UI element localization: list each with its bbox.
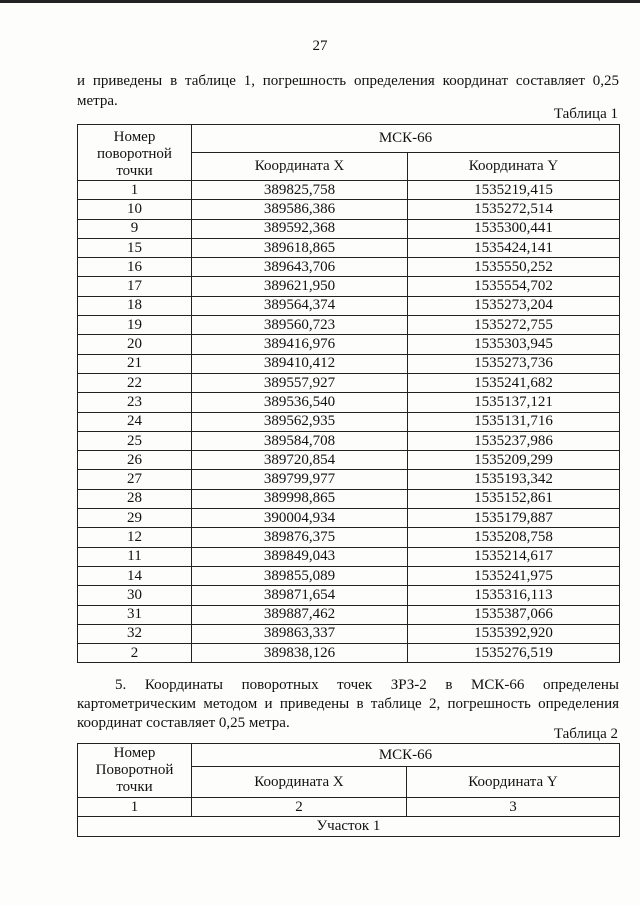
point-number-cell: 16 — [78, 258, 192, 277]
coord-x-cell: 389416,976 — [192, 335, 408, 354]
point-number-cell: 29 — [78, 509, 192, 528]
coord-y-cell: 1535152,861 — [408, 489, 620, 508]
coord-x-cell: 390004,934 — [192, 509, 408, 528]
table2-col-number: 3 — [407, 798, 620, 817]
point-number-cell: 12 — [78, 528, 192, 547]
coord-x-cell: 389876,375 — [192, 528, 408, 547]
coord-x-cell: 389562,935 — [192, 412, 408, 431]
table1-row — [78, 335, 620, 354]
point-number-cell: 19 — [78, 316, 192, 335]
coord-x-cell: 389564,374 — [192, 296, 408, 315]
table2-header-system: МСК-66 — [192, 744, 620, 767]
table1-row — [78, 393, 620, 412]
table1-header-x: Координата X — [192, 153, 408, 181]
table1-row — [78, 547, 620, 566]
point-number-cell: 18 — [78, 296, 192, 315]
table1-row — [78, 373, 620, 392]
table1-row — [78, 644, 620, 663]
coord-x-cell: 389887,462 — [192, 605, 408, 624]
coord-x-cell: 389998,865 — [192, 489, 408, 508]
table2-section-row — [78, 817, 620, 837]
coord-y-cell: 1535276,519 — [408, 644, 620, 663]
coord-x-cell: 389621,950 — [192, 277, 408, 296]
coord-x-cell: 389410,412 — [192, 354, 408, 373]
coord-x-cell: 389863,337 — [192, 624, 408, 643]
table1-row — [78, 470, 620, 489]
table2-column-numbers-row — [78, 798, 620, 817]
paragraph-text: Координаты поворотных точек ЗРЗ-2 в МСК-66 определены картометрическим методом и приведены в таблице 2, погрешность определения координат составляет 0,25 метра. — [77, 677, 620, 731]
scan-top-edge — [0, 0, 640, 3]
coord-x-cell: 389536,540 — [192, 393, 408, 412]
table2-col-number: 2 — [192, 798, 407, 817]
point-number-cell: 26 — [78, 451, 192, 470]
point-number-cell: 27 — [78, 470, 192, 489]
coord-y-cell: 1535303,945 — [408, 335, 620, 354]
coord-x-cell: 389825,758 — [192, 181, 408, 200]
table1-row — [78, 431, 620, 450]
coordinates-table-2 — [77, 743, 620, 837]
coord-x-cell: 389618,865 — [192, 238, 408, 257]
page-number: 27 — [312, 38, 328, 54]
coord-y-cell: 1535214,617 — [408, 547, 620, 566]
paragraph-number: 5. — [115, 677, 127, 693]
coord-y-cell: 1535316,113 — [408, 586, 620, 605]
point-number-cell: 20 — [78, 335, 192, 354]
table1-body — [78, 181, 620, 663]
table2-col-number: 1 — [78, 798, 192, 817]
coord-y-cell: 1535131,716 — [408, 412, 620, 431]
table2-header-row — [78, 744, 620, 767]
table2-section-label: Участок 1 — [78, 817, 620, 837]
coord-y-cell: 1535193,342 — [408, 470, 620, 489]
coord-y-cell: 1535273,736 — [408, 354, 620, 373]
point-number-cell: 28 — [78, 489, 192, 508]
point-number-cell: 21 — [78, 354, 192, 373]
coord-y-cell: 1535300,441 — [408, 219, 620, 238]
coord-y-cell: 1535241,682 — [408, 373, 620, 392]
coord-x-cell: 389557,927 — [192, 373, 408, 392]
point-number-cell: 30 — [78, 586, 192, 605]
coord-x-cell: 389586,386 — [192, 200, 408, 219]
coord-y-cell: 1535219,415 — [408, 181, 620, 200]
table1-row — [78, 258, 620, 277]
table2-header-x: Координата X — [192, 767, 407, 798]
table1-row — [78, 181, 620, 200]
coord-x-cell: 389838,126 — [192, 644, 408, 663]
point-number-cell: 15 — [78, 238, 192, 257]
table1-row — [78, 412, 620, 431]
point-number-cell: 2 — [78, 644, 192, 663]
table1-caption: Таблица 1 — [553, 106, 618, 122]
table1-row — [78, 238, 620, 257]
table1-row — [78, 296, 620, 315]
table1-row — [78, 605, 620, 624]
point-number-cell: 32 — [78, 624, 192, 643]
coord-y-cell: 1535424,141 — [408, 238, 620, 257]
table2-header-y: Координата Y — [407, 767, 620, 798]
coord-x-cell: 389584,708 — [192, 431, 408, 450]
point-number-cell: 24 — [78, 412, 192, 431]
point-number-cell: 22 — [78, 373, 192, 392]
table2-header-point: Номер Поворотной точки — [78, 744, 192, 798]
coord-y-cell: 1535241,975 — [408, 566, 620, 585]
coord-y-cell: 1535273,204 — [408, 296, 620, 315]
table1-row — [78, 489, 620, 508]
point-number-cell: 25 — [78, 431, 192, 450]
coord-x-cell: 389871,654 — [192, 586, 408, 605]
point-number-cell: 23 — [78, 393, 192, 412]
coord-x-cell: 389849,043 — [192, 547, 408, 566]
table1-row — [78, 586, 620, 605]
coordinates-table-1 — [77, 124, 620, 663]
coord-x-cell: 389592,368 — [192, 219, 408, 238]
coord-y-cell: 1535237,986 — [408, 431, 620, 450]
coord-x-cell: 389720,854 — [192, 451, 408, 470]
table1-header-point: Номер поворотной точки — [78, 125, 192, 181]
table1-row — [78, 509, 620, 528]
coord-y-cell: 1535209,299 — [408, 451, 620, 470]
coord-x-cell: 389855,089 — [192, 566, 408, 585]
table1-row — [78, 219, 620, 238]
table1-row — [78, 566, 620, 585]
coord-y-cell: 1535208,758 — [408, 528, 620, 547]
table1-row — [78, 316, 620, 335]
coord-y-cell: 1535179,887 — [408, 509, 620, 528]
paragraph-section-5 — [77, 676, 619, 733]
point-number-cell: 31 — [78, 605, 192, 624]
table2-caption: Таблица 2 — [553, 726, 618, 742]
coord-y-cell: 1535387,066 — [408, 605, 620, 624]
coord-y-cell: 1535550,252 — [408, 258, 620, 277]
coord-x-cell: 389643,706 — [192, 258, 408, 277]
coord-y-cell: 1535137,121 — [408, 393, 620, 412]
point-number-cell: 17 — [78, 277, 192, 296]
point-number-cell: 14 — [78, 566, 192, 585]
point-number-cell: 11 — [78, 547, 192, 566]
point-number-cell: 9 — [78, 219, 192, 238]
coord-y-cell: 1535272,514 — [408, 200, 620, 219]
table1-row — [78, 277, 620, 296]
table1-row — [78, 354, 620, 373]
coord-y-cell: 1535392,920 — [408, 624, 620, 643]
paragraph-intro: и приведены в таблице 1, погрешность определения координат составляет 0,25 метра. — [77, 73, 619, 109]
coord-y-cell: 1535272,755 — [408, 316, 620, 335]
table1-row — [78, 624, 620, 643]
coord-y-cell: 1535554,702 — [408, 277, 620, 296]
table1-row — [78, 528, 620, 547]
coord-x-cell: 389799,977 — [192, 470, 408, 489]
table1-header-system: МСК-66 — [192, 125, 620, 153]
table1-row — [78, 451, 620, 470]
coord-x-cell: 389560,723 — [192, 316, 408, 335]
point-number-cell: 10 — [78, 200, 192, 219]
table1-row — [78, 200, 620, 219]
table1-header-row — [78, 125, 620, 153]
point-number-cell: 1 — [78, 181, 192, 200]
table1-header-y: Координата Y — [408, 153, 620, 181]
